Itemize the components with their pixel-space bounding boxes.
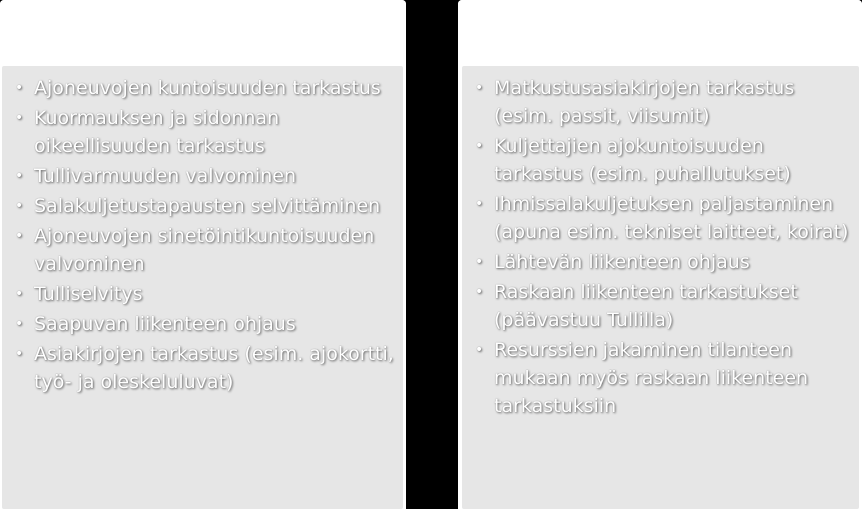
list-item bbox=[462, 278, 859, 334]
left-column-panel bbox=[2, 66, 403, 509]
bullet-icon: • bbox=[15, 228, 24, 244]
item-text: Ajoneuvojen sinetöintikuntoisuuden valvominen bbox=[34, 225, 375, 275]
item-text: Ihmissalakuljetuksen paljastaminen (apuna esim. tekniset laitteet, koirat) bbox=[494, 193, 849, 243]
bullet-icon: • bbox=[475, 138, 484, 154]
right-column-header bbox=[458, 0, 862, 66]
list-item bbox=[2, 192, 403, 220]
list-item bbox=[462, 132, 859, 188]
list-item bbox=[462, 248, 859, 276]
right-column bbox=[458, 0, 862, 509]
bullet-icon: • bbox=[15, 168, 24, 184]
item-text: Kuormauksen ja sidonnan oikeellisuuden tarkastus bbox=[34, 107, 280, 157]
list-item bbox=[2, 104, 403, 160]
bullet-icon: • bbox=[15, 346, 24, 362]
item-text: Saapuvan liikenteen ohjaus bbox=[34, 313, 296, 335]
bullet-icon: • bbox=[475, 284, 484, 300]
list-item bbox=[2, 340, 403, 396]
list-item bbox=[2, 74, 403, 102]
item-text: Resurssien jakaminen tilanteen mukaan myös raskaan liikenteen tarkastuksiin bbox=[494, 339, 809, 417]
left-column-header bbox=[0, 0, 406, 66]
bullet-icon: • bbox=[15, 286, 24, 302]
right-column-panel bbox=[462, 66, 859, 509]
item-text: Kuljettajien ajokuntoisuuden tarkastus (esim. puhallutukset) bbox=[494, 135, 791, 185]
list-item bbox=[462, 74, 859, 130]
item-text: Lähtevän liikenteen ohjaus bbox=[494, 251, 750, 273]
bullet-icon: • bbox=[475, 254, 484, 270]
list-item bbox=[2, 310, 403, 338]
list-item bbox=[2, 280, 403, 308]
item-text: Asiakirjojen tarkastus (esim. ajokortti, työ- ja oleskeluluvat) bbox=[34, 343, 394, 393]
bullet-icon: • bbox=[475, 80, 484, 96]
bullet-icon: • bbox=[15, 80, 24, 96]
bullet-icon: • bbox=[475, 342, 484, 358]
bullet-icon: • bbox=[15, 316, 24, 332]
item-text: Ajoneuvojen kuntoisuuden tarkastus bbox=[34, 77, 381, 99]
right-item-list bbox=[462, 74, 859, 422]
item-text: Tulliselvitys bbox=[34, 283, 143, 305]
bullet-icon: • bbox=[475, 196, 484, 212]
list-item bbox=[462, 190, 859, 246]
list-item bbox=[2, 162, 403, 190]
list-item bbox=[2, 222, 403, 278]
left-column bbox=[0, 0, 406, 509]
item-text: Matkustusasiakirjojen tarkastus (esim. passit, viisumit) bbox=[494, 77, 795, 127]
item-text: Raskaan liikenteen tarkastukset (päävastuu Tullilla) bbox=[494, 281, 798, 331]
bullet-icon: • bbox=[15, 198, 24, 214]
left-item-list bbox=[2, 74, 403, 398]
bullet-icon: • bbox=[15, 110, 24, 126]
item-text: Tullivarmuuden valvominen bbox=[34, 165, 296, 187]
item-text: Salakuljetustapausten selvittäminen bbox=[34, 195, 381, 217]
list-item bbox=[462, 336, 859, 420]
